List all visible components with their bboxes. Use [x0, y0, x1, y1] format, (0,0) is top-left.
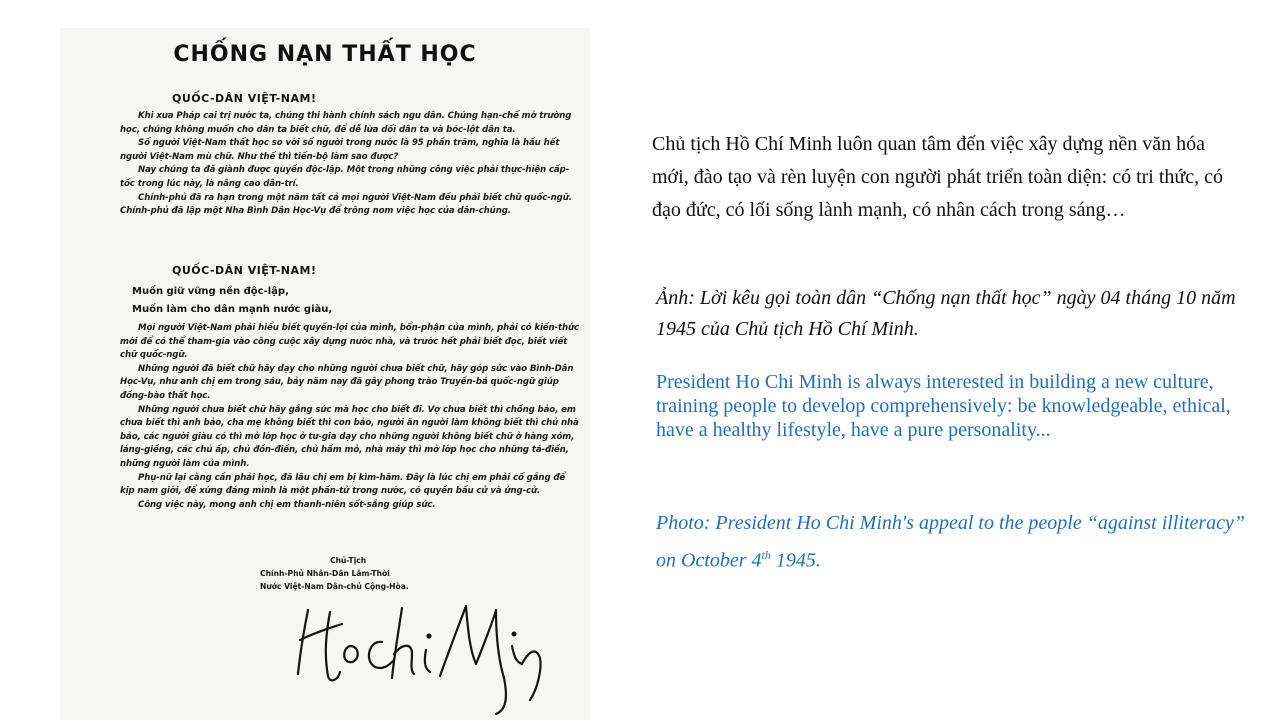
document-body-2: [120, 322, 580, 512]
appeal-document-image: [60, 28, 590, 720]
vietnamese-paragraph: Chủ tịch Hồ Chí Minh luôn quan tâm đến việc xây dựng nền văn hóa mới, đào tạo và rèn luyện con người phát triển toàn diện: có tri thức, có đạo đức, có lối sống lành mạnh, có nhân cách trong sáng…: [652, 133, 1224, 221]
document-paragraph: Số người Việt-Nam thất học so với số người trong nước là 95 phần trăm, nghĩa là hầu hết người Việt-Nam mù chữ. Như thế thì tiến-bộ làm sao được?: [120, 138, 560, 162]
document-title: CHỐNG NẠN THẤT HỌC: [173, 42, 477, 67]
document-paragraph: Chính-phủ đã ra hạn trong một năm tất cả mọi người Việt-Nam đều phải biết chữ quốc-ngữ. Chính-phủ đã lập một Nha Bình Dân Học-Vụ để trông nom việc học của dân-chúng.: [120, 192, 572, 217]
sign-line-2: Nước Việt-Nam Dân-chủ Cộng-Hòa.: [260, 582, 409, 591]
english-caption-end: 1945.: [770, 549, 821, 572]
document-paragraph: Nay chúng ta đã giành được quyền độc-lập. Một trong những công việc phải thực-hiện cấp-tốc trong lúc này, là nâng cao dân-trí.: [120, 165, 570, 189]
document-slogan-1: Muốn giữ vững nền độc-lập,: [132, 286, 289, 297]
document-paragraph: Khi xưa Pháp cai trị nước ta, chúng thi hành chính sách ngu dân. Chúng hạn-chế mở trường học, chúng không muốn cho dân ta biết chữ, để dễ lừa dối dân ta và bóc-lột dân ta.: [120, 111, 572, 135]
document-paragraph: Phụ-nữ lại càng cần phải học, đã lâu chị em bị kìm-hãm. Đây là lúc chị em phải cố gắng để kịp nam giới, để xứng đáng mình là một phần-tử trong nước, có quyền bầu cử và ứng-cử.: [120, 472, 566, 497]
document-salutation-1: QUỐC-DÂN VIỆT-NAM!: [172, 92, 317, 105]
english-caption-start: Photo: President Ho Chi Minh's appeal to the people “against illiteracy” on October 4: [656, 512, 1246, 572]
english-caption-superscript: th: [761, 548, 771, 562]
handwritten-signature: [290, 588, 550, 718]
vietnamese-caption: Ảnh: Lời kêu gọi toàn dân “Chống nạn thất học” ngày 04 tháng 10 năm 1945 của Chủ tịch Hồ Chí Minh.: [656, 287, 1236, 340]
document-salutation-2: QUỐC-DÂN VIỆT-NAM!: [172, 264, 317, 277]
sign-line-1: Chính-Phủ Nhân-Dân Lâm-Thời: [260, 569, 390, 578]
english-caption: [656, 507, 1266, 577]
document-paragraph: Mọi người Việt-Nam phải hiểu biết quyền-lợi của mình, bổn-phận của mình, phải có kiến-thức mới để có thể tham-gia vào công cuộc xây dựng nước nhà, và trước hết phải biết đọc, biết viết chữ quốc-ngữ.: [120, 323, 580, 361]
document-paragraph: Công việc này, mong anh chị em thanh-niên sốt-sắng giúp sức.: [138, 499, 436, 510]
document-body-1: [120, 110, 580, 219]
document-slogan-2: Muốn làm cho dân mạnh nước giàu,: [132, 304, 333, 315]
document-paragraph: Những người đã biết chữ hãy dạy cho những người chưa biết chữ, hãy góp sức vào Bình-Dân Học-Vụ, như anh chị em trong sáu, bảy năm nay đã gây phong trào Truyền-bá quốc-ngữ giúp đồng-bào thất học.: [120, 363, 574, 401]
sign-title: Chủ-Tịch: [330, 556, 367, 565]
english-paragraph: President Ho Chi Minh is always interested in building a new culture, training people to develop comprehensively: be knowledgeable, ethical, have a healthy lifestyle, have a pure personality...: [656, 371, 1231, 441]
document-paragraph: Những người chưa biết chữ hãy gắng sức mà học cho biết đi. Vợ chưa biết thì chồng bảo, em chưa biết thì anh bảo, cha mẹ không biết thì con bảo, người ăn người làm không biết thì chủ nhà bảo, các người giàu có thì mở lớp học ở tư-gia dạy cho những người không biết chữ ở hàng xóm, láng-giềng, các chủ ấp, chủ đồn-điền, chủ hầm mỏ, nhà máy thì mở lớp học cho những tá-điền, những người làm của mình.: [120, 404, 579, 469]
